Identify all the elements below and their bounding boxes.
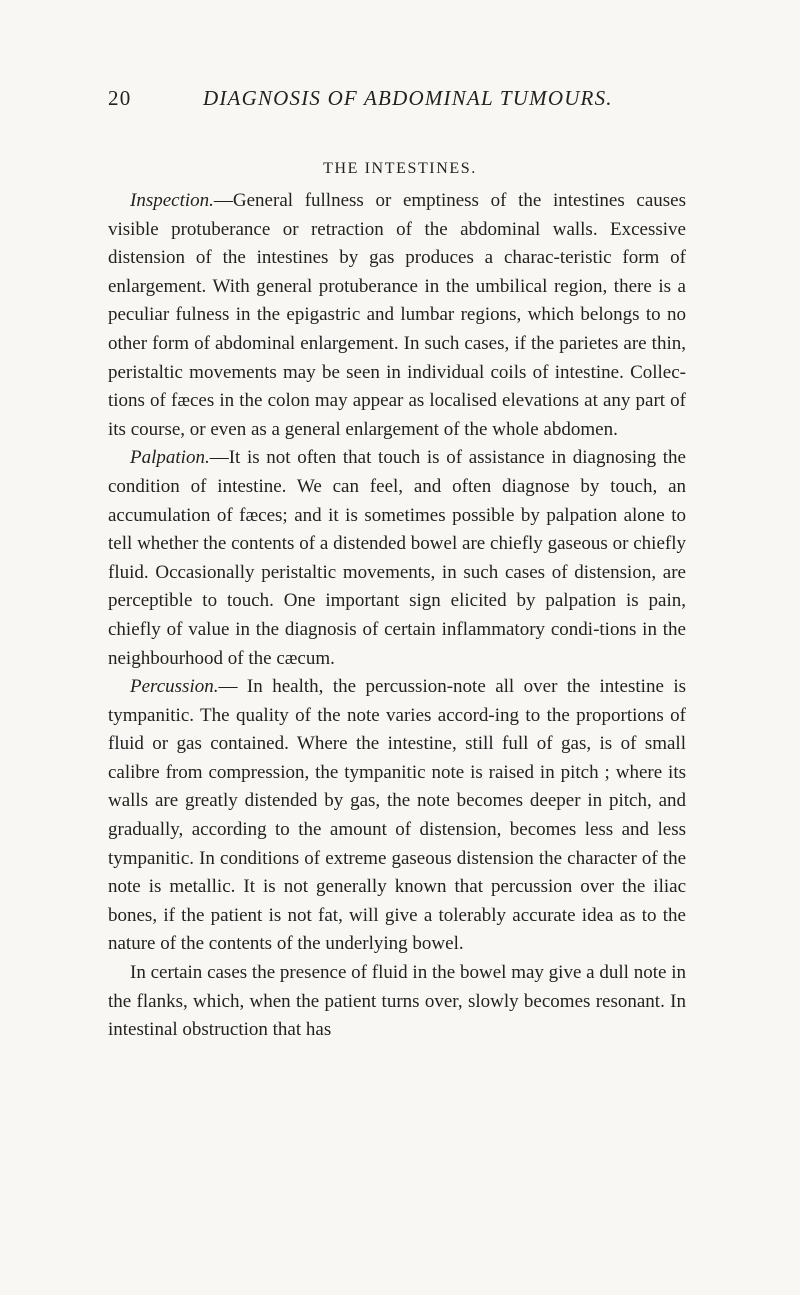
paragraph-lead: Percussion. <box>130 676 219 698</box>
paragraph-text: —It is not often that touch is of assistance in diagnosing the condition of intestine. We can feel, and often diagnose by touch, an accumulation of fæces; and it is sometimes possible by palpation alone to tell whether the contents of a distended bowel are chiefly gaseous or chiefly fluid. Occasionally peristaltic movements, in such cases of distension, are perceptible to touch. One important sign elicited by palpation is pain, chiefly of value in the diagnosis of certain inflammatory condi-tions in the neighbourhood of the cæcum. <box>108 447 686 669</box>
running-title: DIAGNOSIS OF ABDOMINAL TUMOURS. <box>203 86 613 110</box>
paragraph-text: — In health, the percussion-note all over the intestine is tympanitic. The quality of the note varies accord-ing to the proportions of fluid or gas contained. Where the intestine, still full of gas, is of small calibre from compression, the tympanitic note is raised in pitch ; where its walls are greatly distended by gas, the note becomes deeper in pitch, and gradually, according to the amount of distension, becomes less and less tympanitic. In conditions of extreme gaseous distension the character of the note is metallic. It is not generally known that percussion over the iliac bones, if the patient is not fat, will give a tolerably accurate idea as to the nature of the contents of the underlying bowel. <box>108 676 686 955</box>
body-text <box>108 187 686 1045</box>
paragraph-percussion <box>108 673 686 959</box>
paragraph-text: —General fullness or emptiness of the intestines causes visible protuberance or retraction of the abdominal walls. Excessive distension of the intestines by gas produces a charac-teristic form of enlargement. With general protuberance in the umbilical region, there is a peculiar fulness in the epigastric and lumbar regions, which belongs to no other form of abdominal enlargement. In such cases, if the parietes are thin, peristaltic movements may be seen in individual coils of intestine. Collec-tions of fæces in the colon may appear as localised elevations at any part of its course, or even as a general enlargement of the whole abdomen. <box>108 190 686 440</box>
paragraph-text: In certain cases the presence of fluid in the bowel may give a dull note in the flanks, which, when the patient turns over, slowly becomes resonant. In intestinal obstruction that has <box>108 962 686 1041</box>
paragraph-lead: Palpation. <box>130 447 210 469</box>
paragraph-lead: Inspection. <box>130 190 214 211</box>
paragraph-fluid <box>108 959 686 1045</box>
paragraph-inspection <box>108 187 686 444</box>
paragraph-palpation <box>108 444 686 673</box>
page-number: 20 <box>108 86 132 110</box>
section-heading: THE INTESTINES. <box>323 160 477 177</box>
